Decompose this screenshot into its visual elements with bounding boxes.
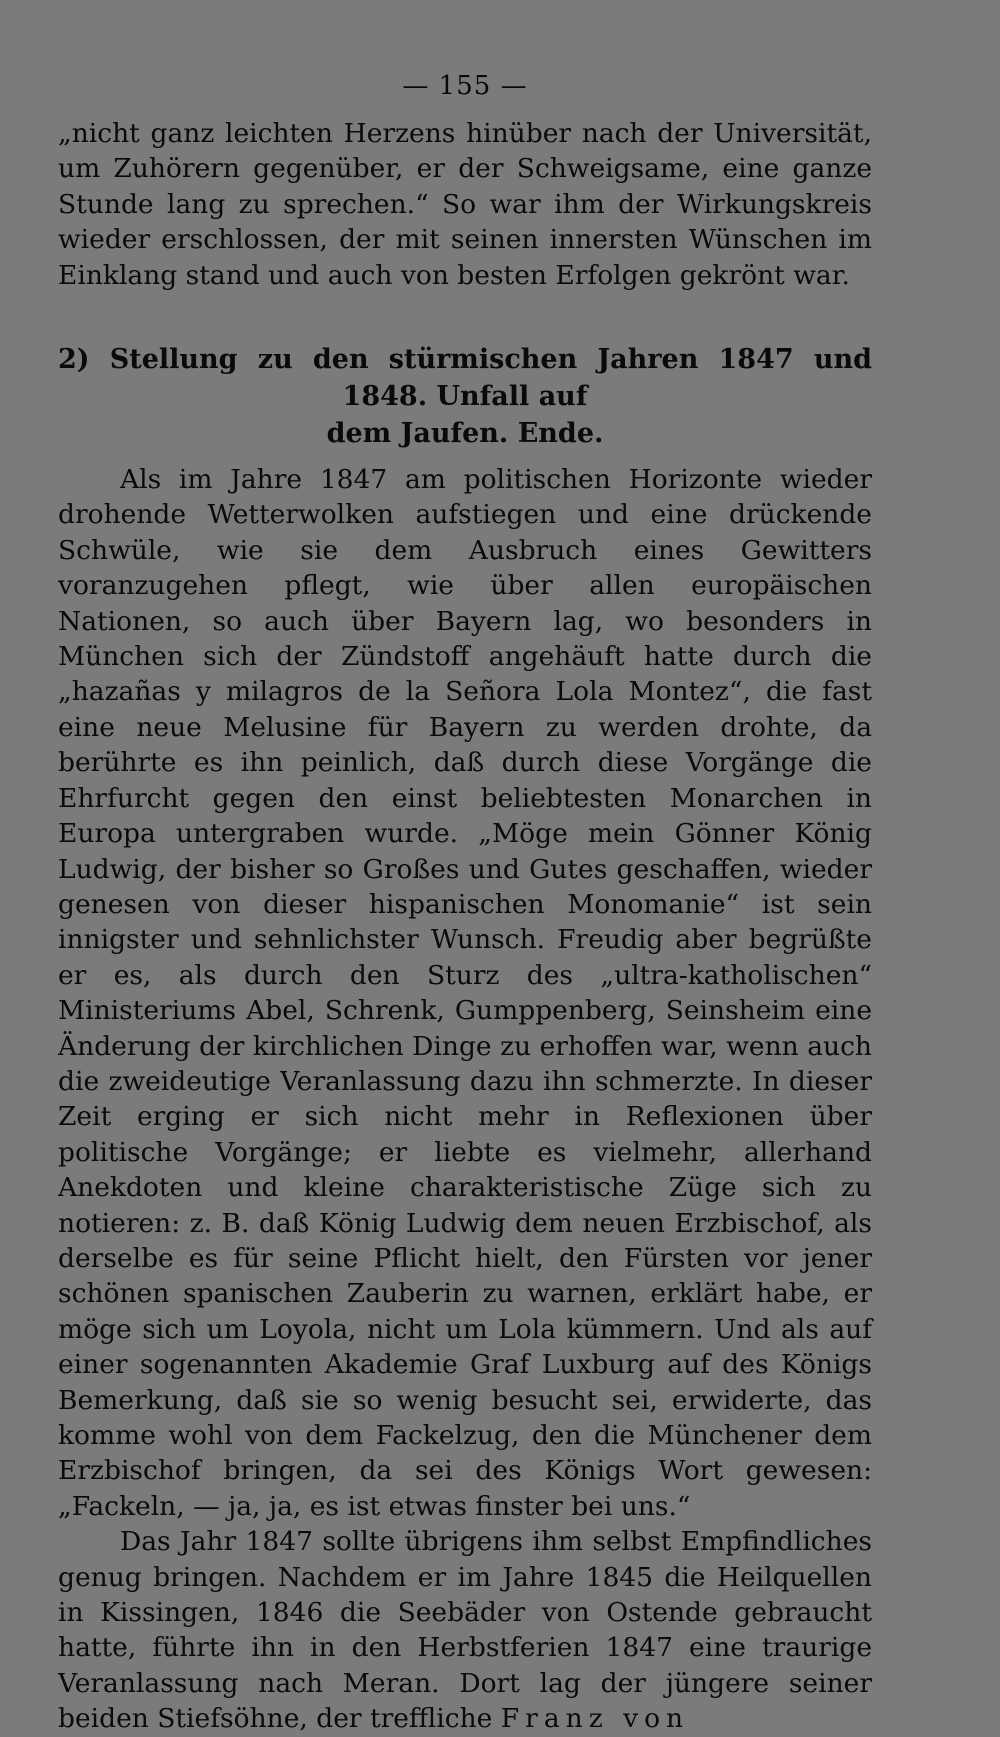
section-heading-line-1: 2) Stellung zu den stürmischen Jahren 1847 und 1848. Unfall auf: [58, 344, 872, 413]
page-number: — 155 —: [402, 71, 528, 101]
body-paragraph-2: [58, 1524, 872, 1736]
section-heading-line-2: dem Jaufen. Ende.: [326, 418, 604, 450]
body-paragraph-2-text: Das Jahr 1847 sollte übrigens ihm selbst Empfindliches genug bringen. Nachdem er im Jahre 1845 die Heilquellen in Kissingen, 1846 die Seebäder von Ostende gebraucht hatte, führte ihn in den Herbstferien 1847 eine traurige Veranlassung nach Meran. Dort lag der jüngere seiner beiden Stiefsöhne, der treffliche: [58, 1526, 872, 1735]
continued-paragraph: „nicht ganz leichten Herzens hinüber nach der Universität, um Zuhörern gegenüber, er der Schweigsame, eine ganze Stunde lang zu sprechen.“ So war ihm der Wirkungskreis wieder erschlossen, der mit seinen innersten Wünschen im Einklang stand und auch von besten Erfolgen gekrönt war.: [58, 118, 872, 291]
section-heading: [58, 341, 872, 452]
body-paragraph-1: Als im Jahre 1847 am politischen Horizonte wieder drohende Wetterwolken aufstiegen und eine drückende Schwüle, wie sie dem Ausbruch eines Gewitters voranzugehen pflegt, wie über allen europäischen Nationen, so auch über Bayern lag, wo besonders in München sich der Zündstoff angehäuft hatte durch die „hazañas y milagros de la Señora Lola Montez“, die fast eine neue Melusine für Bayern zu werden drohte, da berührte es ihn peinlich, daß durch diese Vorgänge die Ehrfurcht gegen den einst beliebtesten Monarchen in Europa untergraben wurde. „Möge mein Gönner König Ludwig, der bisher so Großes und Gutes geschaffen, wieder genesen von dieser hispanischen Monomanie“ ist sein innigster und sehnlichster Wunsch. Freudig aber begrüßte er es, als durch den Sturz des „ultra-katholischen“ Ministeriums Abel, Schrenk, Gumppenberg, Seinsheim eine Änderung der kirchlichen Dinge zu erhoffen war, wenn auch die zweideutige Veranlassung dazu ihn schmerzte. In dieser Zeit erging er sich nicht mehr in Reflexionen über politische Vorgänge; er liebte es vielmehr, allerhand Anekdoten und kleine charakteristische Züge sich zu notieren: z. B. daß König Ludwig dem neuen Erzbischof, als derselbe es für seine Pflicht hielt, den Fürsten vor jener schönen spanischen Zauberin zu warnen, erklärt habe, er möge sich um Loyola, nicht um Lola kümmern. Und als auf einer sogenannten Akademie Graf Luxburg auf des Königs Bemerkung, daß sie so wenig besucht sei, erwiderte, das komme wohl von dem Fackelzug, den die Münchener dem Erzbischof bringen, da sei des Königs Wort gewesen: „Fackeln, — ja, ja, es ist etwas finster bei uns.“: [58, 464, 872, 1522]
spaced-name: Franz von: [500, 1703, 690, 1735]
